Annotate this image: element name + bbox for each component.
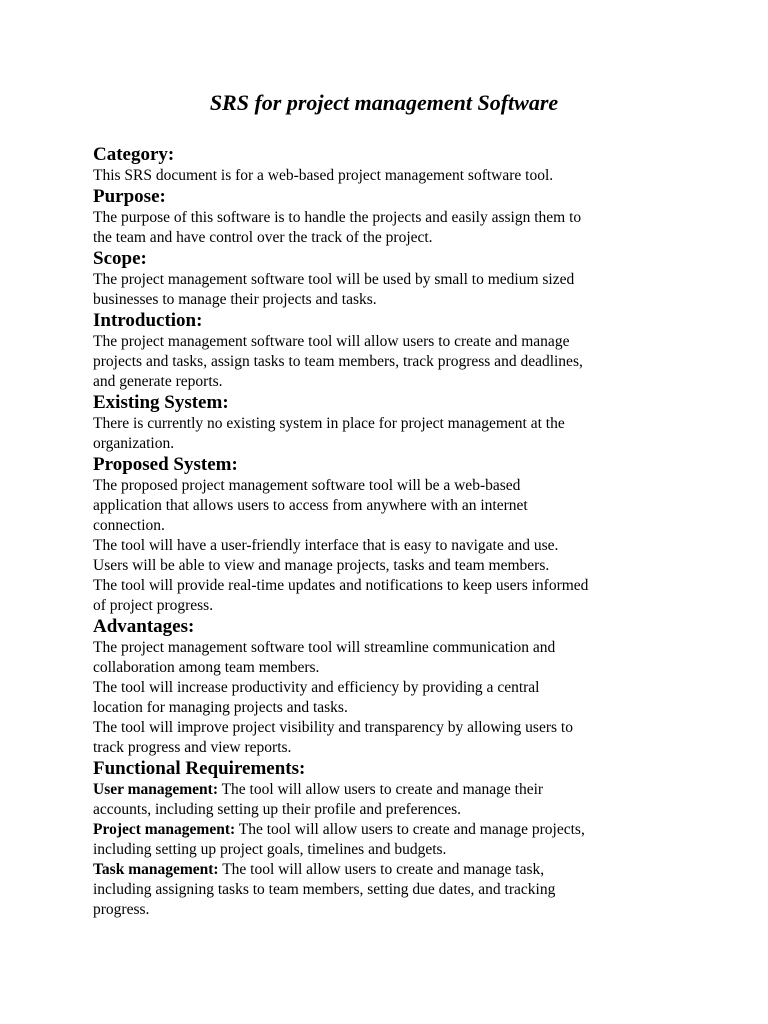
section-heading: Purpose:: [93, 186, 166, 207]
paragraph-line: The tool will improve project visibility and transparency by allowing users to: [93, 719, 573, 736]
paragraph-line: organization.: [93, 435, 175, 452]
requirement-text: The tool will allow users to create and manage projects,: [235, 821, 585, 838]
section-introduction: [93, 310, 683, 392]
requirement-item-user-management: [93, 780, 683, 800]
requirement-label: Task management:: [93, 861, 219, 878]
requirement-label: Project management:: [93, 821, 236, 838]
section-category: [93, 144, 683, 186]
paragraph-line: connection.: [93, 517, 165, 534]
paragraph-line: The purpose of this software is to handle the projects and easily assign them to: [93, 209, 582, 226]
paragraph-line: of project progress.: [93, 597, 214, 614]
paragraph-line: The project management software tool will be used by small to medium sized: [93, 271, 575, 288]
requirement-item-task-management: [93, 860, 683, 880]
paragraph-line: businesses to manage their projects and tasks.: [93, 291, 377, 308]
section-heading: Existing System:: [93, 392, 229, 413]
paragraph-line: including setting up project goals, timelines and budgets.: [93, 841, 447, 858]
paragraph-line: the team and have control over the track of the project.: [93, 229, 433, 246]
paragraph-line: The project management software tool will streamline communication and: [93, 639, 556, 656]
document-body: [93, 144, 683, 920]
paragraph-line: and generate reports.: [93, 373, 223, 390]
paragraph-line: The project management software tool will allow users to create and manage: [93, 333, 570, 350]
requirement-item-project-management: [93, 820, 683, 840]
paragraph-line: location for managing projects and tasks.: [93, 699, 348, 716]
paragraph-line: The proposed project management software tool will be a web-based: [93, 477, 521, 494]
section-existing-system: [93, 392, 683, 454]
paragraph-line: projects and tasks, assign tasks to team members, track progress and deadlines,: [93, 353, 583, 370]
section-scope: [93, 248, 683, 310]
paragraph-line: application that allows users to access from anywhere with an internet: [93, 497, 528, 514]
section-heading: Introduction:: [93, 310, 203, 331]
requirement-text: The tool will allow users to create and manage task,: [218, 861, 545, 878]
paragraph-line: The tool will increase productivity and efficiency by providing a central: [93, 679, 540, 696]
document-title: SRS for project management Software: [209, 90, 559, 115]
section-heading: Advantages:: [93, 616, 195, 637]
paragraph-line: progress.: [93, 901, 150, 918]
paragraph-line: There is currently no existing system in place for project management at the: [93, 415, 565, 432]
paragraph-line: collaboration among team members.: [93, 659, 320, 676]
paragraph-line: Users will be able to view and manage projects, tasks and team members.: [93, 557, 550, 574]
requirement-label: User management:: [93, 781, 218, 798]
paragraph-line: The tool will have a user-friendly interface that is easy to navigate and use.: [93, 537, 559, 554]
section-heading: Functional Requirements:: [93, 758, 306, 779]
section-purpose: [93, 186, 683, 248]
section-heading: Scope:: [93, 248, 147, 269]
paragraph-line: including assigning tasks to team members, setting due dates, and tracking: [93, 881, 556, 898]
paragraph-line: accounts, including setting up their profile and preferences.: [93, 801, 461, 818]
section-heading: Proposed System:: [93, 454, 238, 475]
paragraph-line: track progress and view reports.: [93, 739, 292, 756]
paragraph-line: The tool will provide real-time updates and notifications to keep users informed: [93, 577, 589, 594]
section-heading: Category:: [93, 144, 175, 165]
section-advantages: [93, 616, 683, 758]
section-proposed-system: [93, 454, 683, 616]
paragraph-line: This SRS document is for a web-based project management software tool.: [93, 167, 554, 184]
requirement-text: The tool will allow users to create and manage their: [217, 781, 544, 798]
section-functional-requirements: [93, 758, 683, 920]
